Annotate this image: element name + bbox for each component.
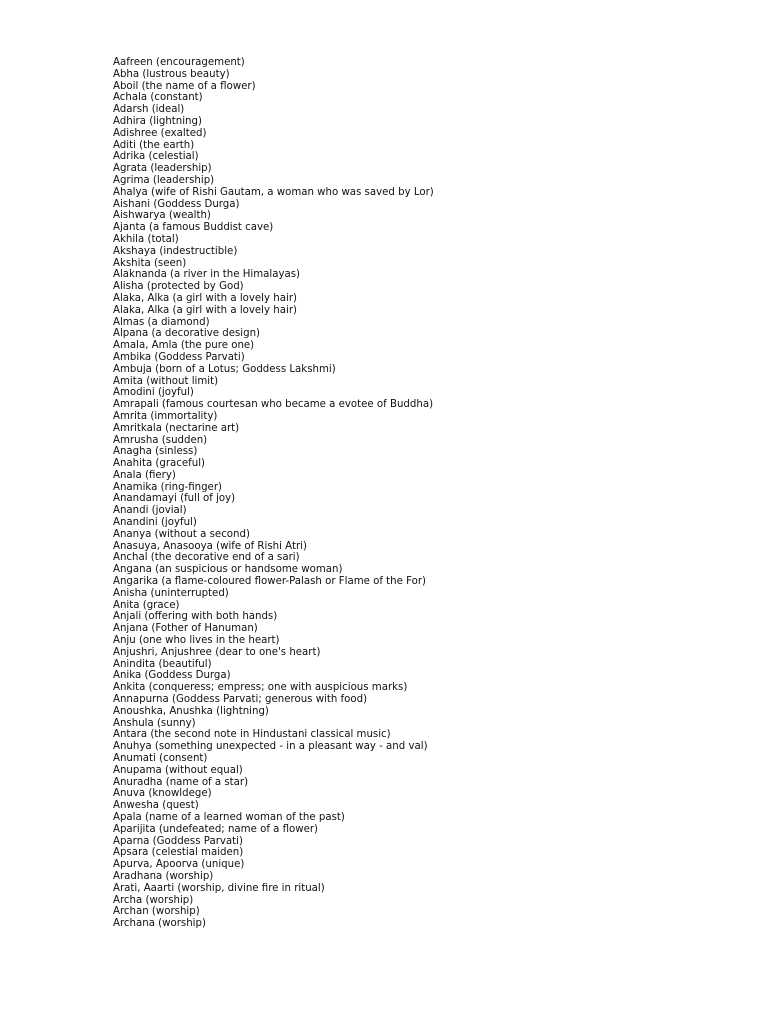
name-entry: Adrika (celestial) — [113, 151, 199, 163]
name-entry: Annapurna (Goddess Parvati; generous with food) — [113, 694, 368, 706]
name-entry: Aradhana (worship) — [113, 870, 214, 882]
name-entry: Anjana (Fother of Hanuman) — [113, 623, 258, 635]
name-entry: Akshaya (indestructible) — [113, 245, 238, 257]
name-entry: Aafreen (encouragement) — [113, 57, 245, 68]
name-entry: Anjali (offering with both hands) — [113, 611, 278, 623]
name-entry: Anjushri, Anjushree (dear to one's heart) — [113, 646, 321, 658]
name-entry: Ambika (Goddess Parvati) — [113, 351, 245, 363]
name-entry: Anshula (sunny) — [113, 717, 196, 729]
name-entry: Anika (Goddess Durga) — [113, 670, 231, 682]
name-entry: Anisha (uninterrupted) — [113, 587, 229, 599]
name-entry: Anuhya (something unexpected - in a pleasant way - and val) — [113, 741, 428, 753]
name-entry: Apsara (celestial maiden) — [113, 847, 244, 859]
name-entry: Anupama (without equal) — [113, 764, 243, 776]
name-entry: Angana (an suspicious or handsome woman) — [113, 564, 343, 576]
name-entry: Anamika (ring-finger) — [113, 481, 222, 493]
name-entry: Anita (grace) — [113, 599, 180, 611]
name-entry: Angarika (a flame-coloured flower-Palash or Flame of the For) — [113, 576, 427, 588]
name-entry: Alpana (a decorative design) — [113, 328, 261, 340]
name-entry: Aparna (Goddess Parvati) — [113, 835, 243, 847]
name-entry: Ankita (conqueress; empress; one with auspicious marks) — [113, 682, 408, 694]
name-entry: Anagha (sinless) — [113, 446, 198, 458]
name-entry: Abha (lustrous beauty) — [113, 68, 230, 80]
name-entry: Anuradha (name of a star) — [113, 776, 249, 788]
name-entry: Ahalya (wife of Rishi Gautam, a woman who was saved by Lor) — [113, 186, 434, 198]
name-entry: Amala, Amla (the pure one) — [113, 340, 255, 352]
name-entry: Anasuya, Anasooya (wife of Rishi Atri) — [113, 540, 307, 552]
name-entry: Almas (a diamond) — [113, 316, 210, 328]
name-entry: Alaknanda (a river in the Himalayas) — [113, 269, 301, 281]
name-entry: Anju (one who lives in the heart) — [113, 635, 280, 647]
name-entry: Ajanta (a famous Buddist cave) — [113, 222, 274, 234]
name-entry: Anchal (the decorative end of a sari) — [113, 552, 300, 564]
name-entry: Apala (name of a learned woman of the past) — [113, 812, 345, 823]
name-entry: Akhila (total) — [113, 233, 179, 245]
name-entry: Anwesha (quest) — [113, 800, 199, 812]
names-list — [113, 57, 434, 930]
name-entry: Achala (constant) — [113, 92, 203, 104]
name-entry: Adishree (exalted) — [113, 127, 207, 139]
name-entry: Aishwarya (wealth) — [113, 210, 211, 222]
name-entry: Archan (worship) — [113, 906, 200, 918]
name-entry: Anandi (jovial) — [113, 505, 187, 517]
name-entry: Antara (the second note in Hindustani classical music) — [113, 729, 391, 741]
name-entry: Amrita (immortality) — [113, 410, 218, 422]
name-entry: Amritkala (nectarine art) — [113, 422, 240, 434]
name-entry: Anindita (beautiful) — [113, 658, 212, 670]
name-entry: Archana (worship) — [113, 918, 206, 930]
name-entry: Agrima (leadership) — [113, 174, 215, 186]
name-entry: Adarsh (ideal) — [113, 104, 185, 116]
name-entry: Amita (without limit) — [113, 375, 219, 387]
name-entry: Alaka, Alka (a girl with a lovely hair) — [113, 304, 297, 316]
name-entry: Anuva (knowldege) — [113, 788, 212, 800]
name-entry: Amrusha (sudden) — [113, 434, 208, 446]
name-entry: Anandamayi (full of joy) — [113, 493, 236, 505]
name-entry: Amodini (joyful) — [113, 387, 194, 399]
name-entry: Alisha (protected by God) — [113, 281, 244, 293]
name-entry: Archa (worship) — [113, 894, 194, 906]
name-entry: Ananya (without a second) — [113, 528, 250, 540]
name-entry: Anoushka, Anushka (lightning) — [113, 705, 269, 717]
name-entry: Ambuja (born of a Lotus; Goddess Lakshmi) — [113, 363, 336, 375]
name-entry: Anala (fiery) — [113, 469, 176, 481]
name-entry: Aditi (the earth) — [113, 139, 195, 151]
name-entry: Aparijita (undefeated; name of a flower) — [113, 823, 319, 835]
name-entry: Aboil (the name of a flower) — [113, 80, 256, 92]
name-entry: Aishani (Goddess Durga) — [113, 198, 240, 210]
name-entry: Arati, Aaarti (worship, divine fire in ritual) — [113, 882, 325, 894]
name-entry: Anahita (graceful) — [113, 458, 206, 470]
name-entry: Alaka, Alka (a girl with a lovely hair) — [113, 292, 297, 304]
name-entry: Akshita (seen) — [113, 257, 187, 269]
name-entry: Agrata (leadership) — [113, 163, 212, 175]
name-entry: Amrapali (famous courtesan who became a evotee of Buddha) — [113, 399, 434, 411]
name-entry: Apurva, Apoorva (unique) — [113, 859, 245, 871]
name-entry: Adhira (lightning) — [113, 115, 202, 127]
name-entry: Anandini (joyful) — [113, 517, 197, 529]
name-entry: Anumati (consent) — [113, 753, 208, 765]
